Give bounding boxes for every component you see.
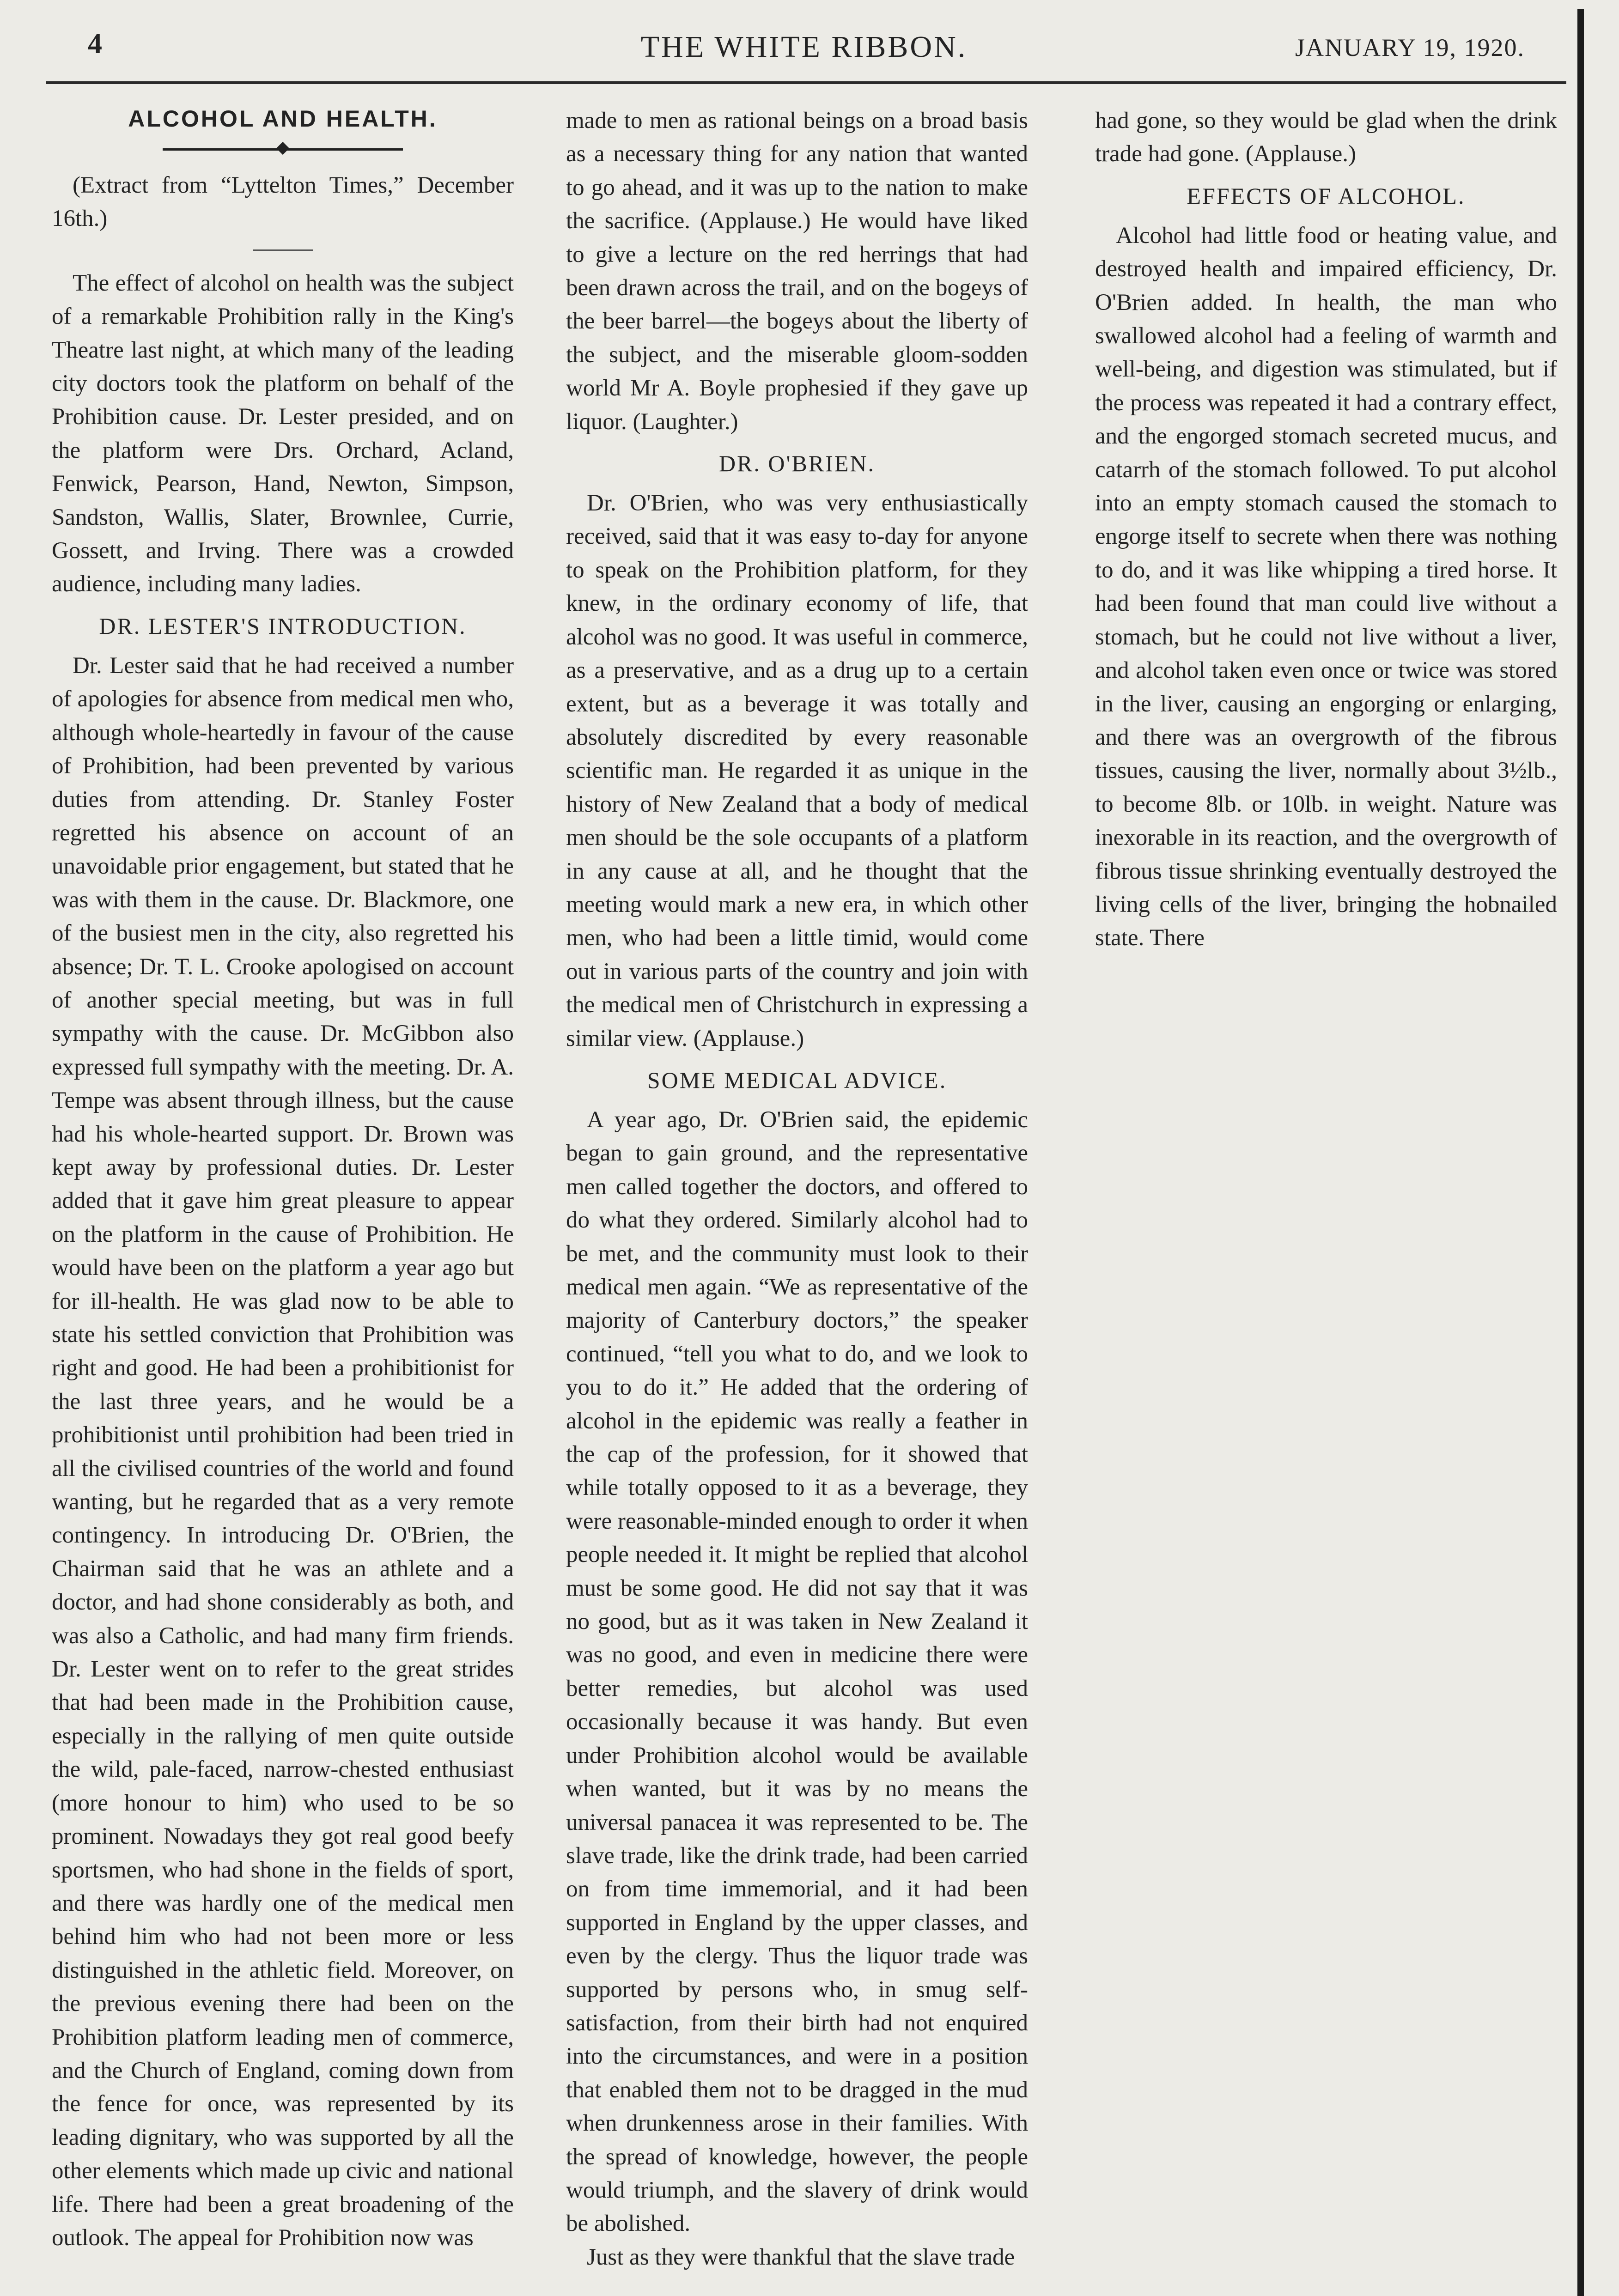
page-edge-rule <box>1577 9 1584 2296</box>
lester-paragraph: made to men as rational beings on a broad basis as a necessary thing for any nation that wanted to go ahead, and it was up to the nation to make the sacrifice. (Applause.) He would have liked to give a lecture on the red herrings that had been drawn across the trail, and on the bogeys of the beer barrel—the bogeys about the liberty of the subject, and the miserable gloom-sodden world Mr A. Boyle prophesied if they gave up liquor. (Laughter.) <box>566 108 1028 435</box>
header-rule <box>46 81 1566 84</box>
section-heading-obrien: DR. O'BRIEN. <box>718 450 876 477</box>
section-heading-medical-advice: SOME MEDICAL ADVICE. <box>647 1067 947 1093</box>
article-title: ALCOHOL AND HEALTH. <box>128 106 438 132</box>
medical-advice-paragraph: Just as they were thankful that the slave trade <box>587 2244 1015 2270</box>
article-source: (Extract from “Lyttelton Times,” December 16th.) <box>52 172 514 232</box>
issue-date: JANUARY 19, 1920. <box>1295 34 1525 61</box>
effects-paragraph: Alcohol had little food or heating value, and destroyed health and impaired efficiency, Dr. O'Brien added. In health, the man who swallowed alcohol had a feeling of warmth and well-being, and digestion was stimulated, but if the process was repeated it had a contrary effect, and the engorged stomach secreted mucus, and catarrh of the stomach followed. To put alcohol into an empty stomach caused the stomach to engorge itself to secrete when there was nothing to do, and it was like whipping a tired horse. It had been found that man could live without a stomach, but he could not live without a liver, and alcohol taken even once or twice was stored in the liver, causing an engorging or enlarging, and there was an overgrowth of the fibrous tissues, causing the liver, normally about 3½lb., to become 8lb. or 10lb. in weight. Nature was inexorable in its reaction, and the overgrowth of fibrous tissue shrinking eventually destroyed the living cells of the liver, bringing the hobnailed state. There <box>1095 222 1557 951</box>
section-heading-lester: DR. LESTER'S INTRODUCTION. <box>99 613 467 639</box>
lester-paragraph: Dr. Lester said that he had received a number of apologies for absence from medical men who, although whole-heartedly in favour of the cause of Prohibition, had been prevented by various duties from attending. Dr. Stanley Foster regretted his absence on account of an unavoidable prior engagement, but stated that he was with them in the cause. Dr. Blackmore, one of the busiest men in the city, also regretted his absence; Dr. T. L. Crooke apologised on account of another special meeting, but was in full sympathy with the cause. Dr. McGibbon also expressed full sympathy with the meeting. Dr. A. Tempe was absent through illness, but the cause had his whole-hearted support. Dr. Brown was kept away by professional duties. Dr. Lester added that it gave him great pleasure to appear on the platform in the cause of Prohibition. He would have been on the platform a year ago but for ill-health. He was glad now to be able to state his settled conviction that Prohibition was right and good. He had been a prohibitionist for the last three years, and he would be a prohibitionist until prohibition had been tried in all the civilised countries of the world and found wanting, but he regarded that as a very remote contingency. In introducing Dr. O'Brien, the Chairman said that he was an athlete and a doctor, and had shone considerably as both, and was also a Catholic, and had many firm friends. Dr. Lester went on to refer to the great strides that had been made in the Prohibition cause, especially in the rallying of men quite outside the wild, pale-faced, narrow-chested enthusiast (more honour to him) who used to be so prominent. Nowadays they got real good beefy sportsmen, who had shone in the fields of sport, and there was hardly one of the medical men behind him who had not been more or less distinguished in the athletic field. Moreover, on the previous evening there had been on the Prohibition platform leading men of commerce, and the Church of England, coming down from the fence for once, was represented by its leading dignitary, who was supported by all the other elements which made up civic and national life. There had been a great broadening of the outlook. The appeal for Prohibition now was <box>52 652 514 2251</box>
section-heading-effects: EFFECTS OF ALCOHOL. <box>1187 182 1466 209</box>
title-ornament-rule <box>163 142 403 157</box>
intro-paragraph: The effect of alcohol on health was the subject of a remarkable Prohibition rally in the King's Theatre last night, at which many of the leading city doctors took the platform on behalf of the Prohibition cause. Dr. Lester presided, and on the platform were Drs. Orchard, Acland, Fenwick, Pearson, Hand, Newton, Simpson, Sandston, Wallis, Slater, Brownlee, Currie, Gossett, and Irving. There was a crowded audience, including many ladies. <box>52 270 514 597</box>
obrien-paragraph: Dr. O'Brien, who was very enthusiastically received, said that it was easy to-day for anyone to speak on the Prohibition platform, for they knew, in the ordinary economy of life, that alcohol was no good. It was useful in commerce, as a preservative, and as a drug up to a certain extent, but as a beverage it was totally and absolutely discredited by every reasonable scientific man. He regarded it as unique in the history of New Zealand that a body of medical men should be the sole occupants of a platform in any cause at all, and he thought that the meeting would mark a new era, in which other men, who had been a little timid, would come out in various parts of the country and join with the medical men of Christchurch in expressing a similar view. (Applause.) <box>566 490 1028 1051</box>
medical-advice-paragraph: had gone, so they would be glad when the drink trade had gone. (Applause.) <box>1095 108 1557 167</box>
divider <box>253 249 313 251</box>
column-3 <box>1095 104 1557 955</box>
masthead-title: THE WHITE RIBBON. <box>640 30 968 64</box>
page-number: 4 <box>88 28 102 60</box>
page-header <box>46 23 1562 79</box>
column-2 <box>566 104 1028 2274</box>
medical-advice-paragraph: A year ago, Dr. O'Brien said, the epidemic began to gain ground, and the representative men called together the doctors, and offered to do what they ordered. Similarly alcohol had to be met, and the community must look to their medical men again. “We as representative of the majority of Canterbury doctors,” the speaker continued, “tell you what to do, and we look to you to do it.” He added that the ordering of alcohol in the epidemic was really a feather in the cap of the profession, for it showed that while totally opposed to it as a beverage, they were reasonable-minded enough to order it when people needed it. It might be replied that alcohol must be some good. He did not say that it was no good, but as it was taken in New Zealand it was no good, and even in medicine there were better remedies, but alcohol was used occasionally because it was handy. But even under Prohibition alcohol would be available when wanted, but it was by no means the universal panacea it was represented to be. The slave trade, like the drink trade, had been carried on from time immemorial, and it had been supported in England by the upper classes, and even by the clergy. Thus the liquor trade was supported by persons who, in smug self-satisfaction, from their birth had not enquired into the circumstances, and were in a position that enabled them not to be dragged in the mud when drunkenness arose in their families. With the spread of knowledge, however, the people would triumph, and the slavery of drink would be abolished. <box>566 1106 1028 2237</box>
column-1 <box>52 104 514 2254</box>
